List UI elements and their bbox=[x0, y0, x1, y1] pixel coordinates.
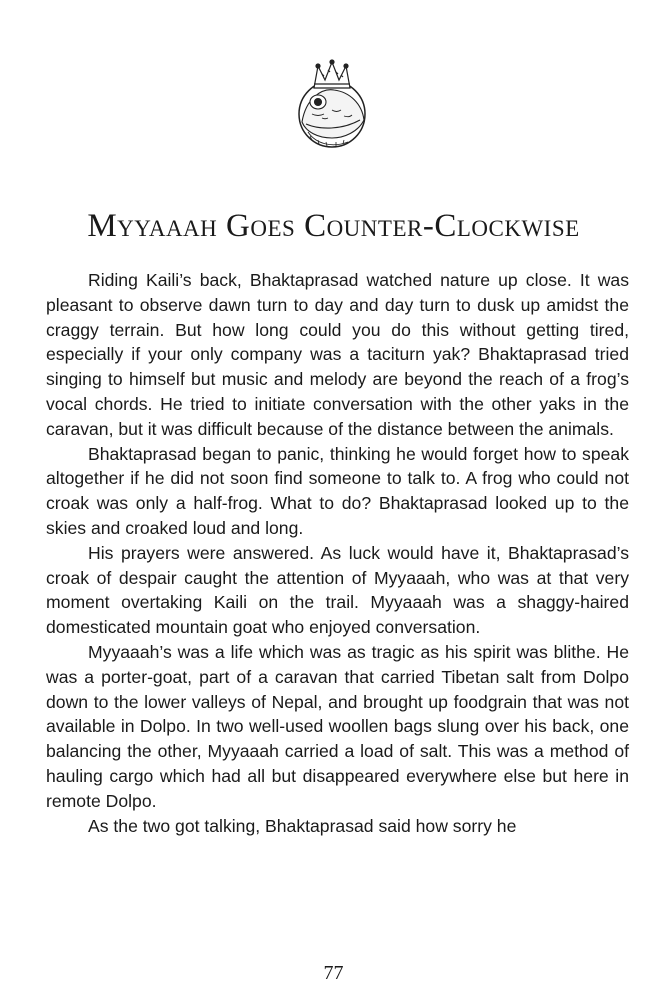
paragraph: Bhaktaprasad began to panic, thinking he would forget how to speak altogether if he did not soon find someone to talk to. A frog who could not croak was only a half-frog. What to do? Bhaktaprasad looked up to the skies and croaked loud and long. bbox=[46, 443, 629, 538]
page-number: 77 bbox=[323, 962, 344, 984]
frog-illustration bbox=[292, 58, 372, 156]
body-text bbox=[46, 268, 629, 838]
paragraph: Myyaaah’s was a life which was as tragic as his spirit was blithe. He was a porter-goat, part of a caravan that carried Tibetan salt from Dolpo down to the lower valleys of Nepal, and brought up foodgrain that was not available in Dolpo. In two well-used woollen bags slung over his back, one balancing the other, Myyaaah carried a load of salt. This was a method of hauling cargo which had all but disappeared everywhere else but here in remote Dolpo. bbox=[46, 641, 629, 811]
paragraph: His prayers were answered. As luck would have it, Bhaktaprasad’s croak of despair caught the attention of Myyaaah, who was at that very moment overtaking Kaili on the trail. Myyaaah was a shaggy-haired domesticated mountain goat who enjoyed conversation. bbox=[46, 542, 629, 638]
frog-with-crown-vignette bbox=[292, 58, 372, 156]
paragraph: As the two got talking, Bhaktaprasad said how sorry he bbox=[88, 815, 517, 836]
paragraph: Riding Kaili’s back, Bhaktaprasad watched nature up close. It was pleasant to observe dawn turn to day and day turn to dusk up amidst the craggy terrain. But how long could you do this without getting tired, especially if your only company was a taciturn yak? Bhaktaprasad tried singing to himself but music and melody are beyond the reach of a frog’s vocal chords. He tried to initiate conversation with the other yaks in the caravan, but it was difficult because of the distance between the animals. bbox=[46, 270, 629, 439]
chapter-title: Myyaaah Goes Counter-Clockwise bbox=[87, 208, 580, 244]
